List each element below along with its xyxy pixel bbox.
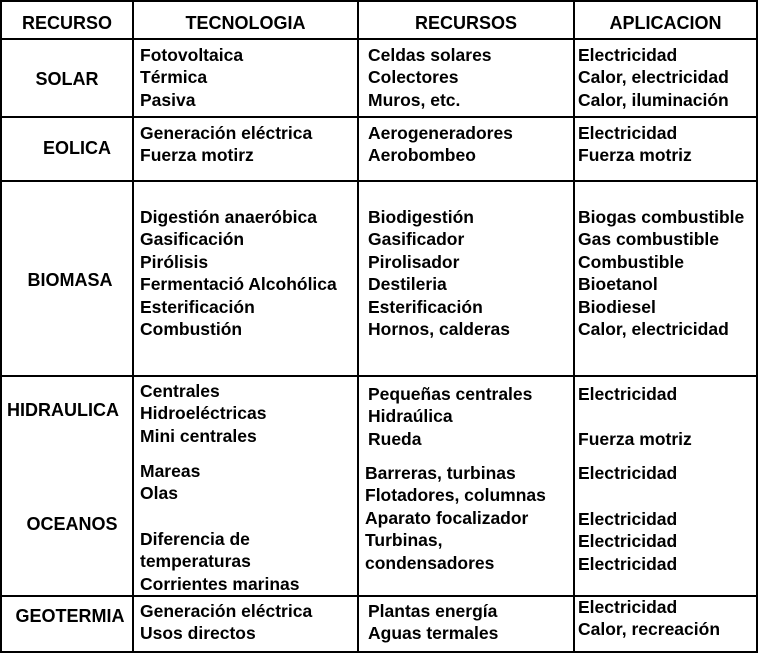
list-item: Muros, etc.: [368, 89, 461, 110]
list-item: Electricidad: [578, 531, 678, 552]
list-item: Aparato focalizador: [365, 507, 529, 528]
header-tecnologia: TECNOLOGIA: [185, 13, 306, 33]
list-item: Usos directos: [140, 623, 256, 644]
list-item: Electricidad: [578, 509, 678, 529]
column-divider: [0, 0, 2, 653]
list-item: Térmica: [140, 67, 208, 88]
oceanos-technology-waves: [140, 460, 200, 505]
list-item: Biogas combustible: [578, 207, 745, 227]
list-item: Aerobombeo: [368, 145, 476, 166]
list-item: Calor, recreación: [578, 619, 721, 640]
eolica-resources: [368, 122, 513, 167]
biomasa-resources: [368, 206, 510, 340]
resource-oceanos: OCEANOS: [26, 514, 118, 534]
table-border-top: [0, 0, 758, 2]
list-item: Pequeñas centrales: [368, 384, 533, 404]
resource-biomasa: BIOMASA: [27, 270, 113, 290]
list-item: Hornos, calderas: [368, 318, 510, 339]
list-item: Electricidad: [578, 597, 678, 617]
header-recurso: RECURSO: [21, 13, 112, 33]
hidraulica-application-force: [578, 428, 692, 450]
list-item: Electricidad: [578, 463, 678, 483]
list-item: Gasificador: [368, 229, 465, 250]
list-item: Aguas termales: [368, 623, 499, 644]
list-item: Generación eléctrica: [140, 123, 313, 143]
list-item: Fotovoltaica: [140, 45, 244, 65]
row-divider: [0, 116, 758, 118]
list-item: Biodigestión: [368, 207, 474, 227]
oceanos-application-thermal: [578, 508, 677, 575]
resource-solar: SOLAR: [35, 69, 99, 89]
eolica-technology: [140, 122, 312, 167]
hidraulica-application-electric: [578, 383, 677, 405]
column-divider: [132, 0, 134, 653]
list-item: Diferencia de: [140, 529, 250, 549]
eolica-application: [578, 122, 692, 167]
list-item: Electricidad: [578, 45, 678, 65]
header-aplicacion: APLICACION: [609, 13, 722, 33]
solar-resources: [368, 44, 492, 111]
resource-eolica: EOLICA: [42, 138, 111, 158]
list-item: Combustible: [578, 251, 684, 272]
list-item: Pasiva: [140, 89, 196, 110]
column-divider: [357, 0, 359, 653]
list-item: Flotadores, columnas: [365, 485, 546, 506]
oceanos-application-waves: [578, 462, 677, 484]
list-item: Bioetanol: [578, 274, 658, 295]
resource-hidraulica: HIDRAULICA: [7, 400, 119, 420]
solar-application: [578, 44, 729, 111]
column-divider: [573, 0, 575, 653]
list-item: Pirolisador: [368, 251, 460, 272]
geotermia-application: [578, 596, 720, 641]
biomasa-application: [578, 206, 744, 340]
list-item: Rueda: [368, 428, 422, 449]
list-item: Calor, electricidad: [578, 318, 729, 339]
list-item: temperaturas: [140, 551, 251, 572]
list-item: Calor, iluminación: [578, 89, 729, 110]
list-item: Pirólisis: [140, 251, 209, 272]
list-item: Plantas energía: [368, 601, 498, 621]
list-item: Colectores: [368, 67, 459, 88]
list-item: Fermentació Alcohólica: [140, 274, 337, 295]
list-item: Mareas: [140, 461, 201, 481]
list-item: Electricidad: [578, 123, 678, 143]
list-item: Combustión: [140, 318, 243, 339]
list-item: Electricidad: [578, 384, 678, 404]
oceanos-technology-thermal: [140, 528, 300, 595]
list-item: Destileria: [368, 274, 447, 295]
list-item: Centrales: [140, 381, 220, 401]
row-divider: [0, 375, 758, 377]
list-item: Olas: [140, 483, 178, 504]
geotermia-resources: [368, 600, 498, 645]
list-item: condensadores: [365, 552, 495, 573]
list-item: Fuerza motirz: [140, 145, 254, 166]
hidraulica-technology: [140, 380, 266, 447]
geotermia-technology: [140, 600, 312, 645]
list-item: Gas combustible: [578, 229, 720, 250]
list-item: Fuerza motriz: [578, 429, 692, 449]
list-item: Hidraúlica: [368, 406, 453, 427]
list-item: Esterificación: [368, 296, 483, 317]
list-item: Turbinas,: [365, 530, 443, 551]
list-item: Calor, electricidad: [578, 67, 729, 88]
solar-technology: [140, 44, 243, 111]
list-item: Fuerza motriz: [578, 145, 692, 166]
list-item: Esterificación: [140, 296, 255, 317]
hidraulica-resources: [368, 383, 532, 450]
header-recursos: RECURSOS: [414, 13, 517, 33]
row-divider: [0, 180, 758, 182]
resource-geotermia: GEOTERMIA: [15, 606, 125, 626]
list-item: Celdas solares: [368, 45, 492, 65]
list-item: Corrientes marinas: [140, 573, 300, 594]
list-item: Electricidad: [578, 553, 678, 574]
list-item: Aerogeneradores: [368, 123, 513, 143]
list-item: Digestión anaeróbica: [140, 207, 317, 227]
oceanos-resources: [365, 462, 546, 574]
list-item: Mini centrales: [140, 425, 257, 446]
list-item: Gasificación: [140, 229, 245, 250]
list-item: Generación eléctrica: [140, 601, 313, 621]
list-item: Hidroeléctricas: [140, 403, 267, 424]
list-item: Barreras, turbinas: [365, 463, 516, 483]
biomasa-technology: [140, 206, 337, 340]
row-divider: [0, 38, 758, 40]
list-item: Biodiesel: [578, 296, 656, 317]
